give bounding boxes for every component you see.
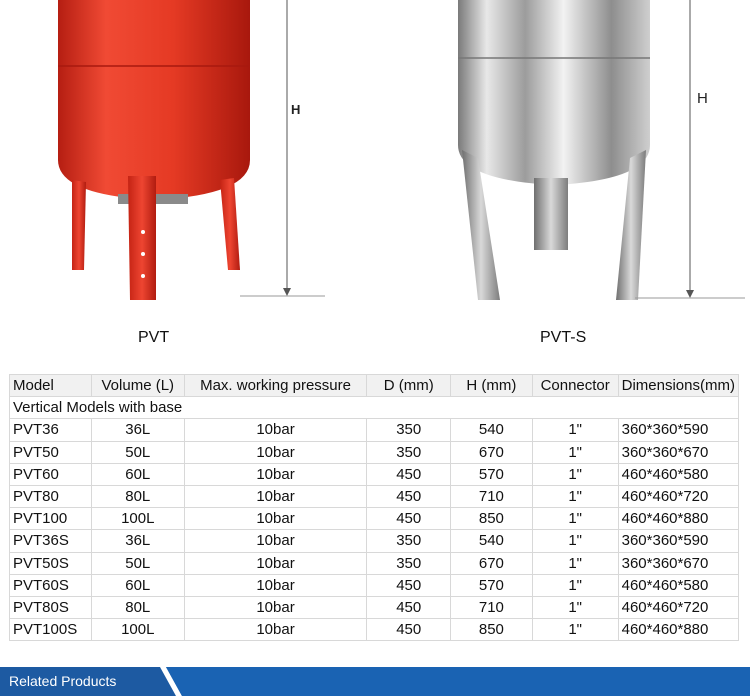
cell-d: 350: [367, 441, 451, 463]
cell-h: 850: [451, 619, 533, 641]
cell-dimensions: 460*460*720: [618, 596, 738, 618]
cell-dimensions: 460*460*580: [618, 574, 738, 596]
cell-d: 450: [367, 596, 451, 618]
header-dimensions: Dimensions(mm): [618, 375, 738, 397]
header-d: D (mm): [367, 375, 451, 397]
table-row: [10, 441, 739, 463]
cell-h: 540: [451, 419, 533, 441]
cell-pressure: 10bar: [184, 463, 367, 485]
cell-d: 450: [367, 619, 451, 641]
cell-model: PVT50: [10, 441, 92, 463]
header-connector: Connector: [532, 375, 618, 397]
cell-connector: 1": [532, 596, 618, 618]
cell-model: PVT50S: [10, 552, 92, 574]
table-row: [10, 485, 739, 507]
related-products-tab[interactable]: [0, 667, 175, 696]
cell-d: 450: [367, 463, 451, 485]
pvt-s-caption: PVT-S: [540, 329, 587, 346]
cell-pressure: 10bar: [184, 419, 367, 441]
cell-model: PVT100S: [10, 619, 92, 641]
cell-volume: 100L: [91, 619, 184, 641]
cell-h: 570: [451, 574, 533, 596]
related-products-bar: [0, 667, 750, 696]
header-model: Model: [10, 375, 92, 397]
cell-dimensions: 360*360*590: [618, 419, 738, 441]
cell-volume: 60L: [91, 574, 184, 596]
cell-dimensions: 460*460*880: [618, 508, 738, 530]
cell-model: PVT80S: [10, 596, 92, 618]
table-row: [10, 596, 739, 618]
cell-connector: 1": [532, 619, 618, 641]
cell-connector: 1": [532, 485, 618, 507]
cell-pressure: 10bar: [184, 508, 367, 530]
cell-pressure: 10bar: [184, 441, 367, 463]
cell-model: PVT36: [10, 419, 92, 441]
cell-pressure: 10bar: [184, 485, 367, 507]
header-pressure: Max. working pressure: [184, 375, 367, 397]
cell-model: PVT60S: [10, 574, 92, 596]
cell-h: 710: [451, 485, 533, 507]
cell-h: 850: [451, 508, 533, 530]
cell-volume: 36L: [91, 530, 184, 552]
section-title: Vertical Models with base: [10, 397, 739, 419]
cell-dimensions: 360*360*670: [618, 441, 738, 463]
section-title-row: [10, 397, 739, 419]
pvt-caption: PVT: [138, 329, 170, 346]
cell-connector: 1": [532, 552, 618, 574]
cell-dimensions: 460*460*580: [618, 463, 738, 485]
cell-volume: 80L: [91, 485, 184, 507]
table-row: [10, 574, 739, 596]
table-row: [10, 419, 739, 441]
pvt-tank-image: [0, 0, 330, 305]
cell-dimensions: 460*460*720: [618, 485, 738, 507]
cell-model: PVT36S: [10, 530, 92, 552]
cell-connector: 1": [532, 508, 618, 530]
cell-dimensions: 360*360*670: [618, 552, 738, 574]
table-row: [10, 508, 739, 530]
cell-h: 670: [451, 552, 533, 574]
table-header-row: [10, 375, 739, 397]
cell-model: PVT60: [10, 463, 92, 485]
cell-model: PVT100: [10, 508, 92, 530]
table-row: [10, 463, 739, 485]
cell-volume: 36L: [91, 419, 184, 441]
cell-h: 670: [451, 441, 533, 463]
pvt-s-height-label: H: [697, 90, 708, 107]
cell-pressure: 10bar: [184, 530, 367, 552]
header-volume: Volume (L): [91, 375, 184, 397]
cell-d: 450: [367, 574, 451, 596]
table-row: [10, 619, 739, 641]
cell-volume: 80L: [91, 596, 184, 618]
related-products-label[interactable]: Related Products: [9, 673, 117, 689]
cell-d: 350: [367, 530, 451, 552]
cell-volume: 50L: [91, 441, 184, 463]
cell-pressure: 10bar: [184, 596, 367, 618]
cell-volume: 50L: [91, 552, 184, 574]
cell-h: 570: [451, 463, 533, 485]
table-rows: [10, 419, 739, 641]
cell-connector: 1": [532, 441, 618, 463]
cell-d: 350: [367, 552, 451, 574]
cell-dimensions: 360*360*590: [618, 530, 738, 552]
cell-connector: 1": [532, 419, 618, 441]
cell-volume: 60L: [91, 463, 184, 485]
cell-connector: 1": [532, 574, 618, 596]
cell-pressure: 10bar: [184, 574, 367, 596]
cell-model: PVT80: [10, 485, 92, 507]
cell-dimensions: 460*460*880: [618, 619, 738, 641]
cell-d: 450: [367, 485, 451, 507]
pvt-height-label: H: [291, 102, 301, 117]
header-h: H (mm): [451, 375, 533, 397]
pvt-s-tank-image: [420, 0, 750, 305]
table-row: [10, 530, 739, 552]
cell-h: 710: [451, 596, 533, 618]
cell-h: 540: [451, 530, 533, 552]
cell-connector: 1": [532, 530, 618, 552]
tab-divider-icon: [160, 667, 184, 696]
cell-pressure: 10bar: [184, 619, 367, 641]
cell-d: 450: [367, 508, 451, 530]
spec-table: [9, 374, 739, 641]
cell-volume: 100L: [91, 508, 184, 530]
cell-connector: 1": [532, 463, 618, 485]
cell-d: 350: [367, 419, 451, 441]
cell-pressure: 10bar: [184, 552, 367, 574]
table-row: [10, 552, 739, 574]
